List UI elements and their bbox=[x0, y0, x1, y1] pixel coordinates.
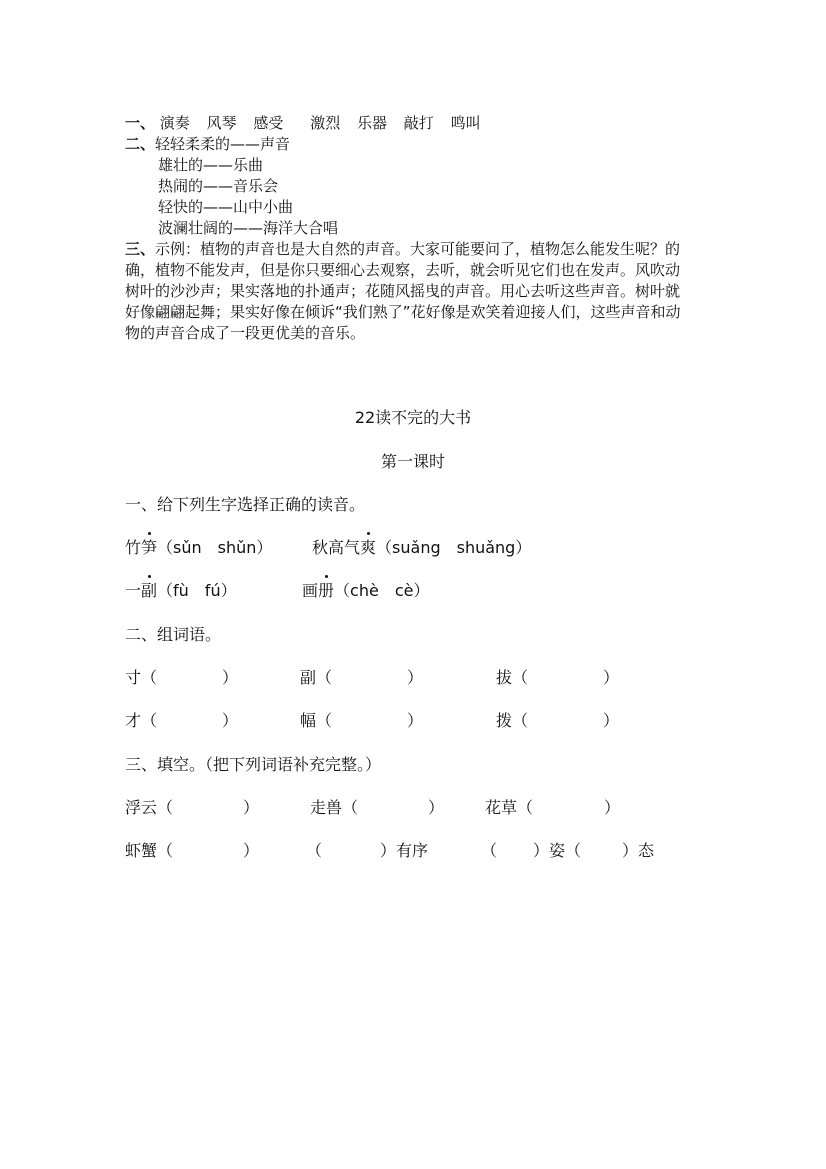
blank-open: 拔（ bbox=[496, 668, 529, 687]
blank-close: ） bbox=[603, 711, 620, 730]
answer-word: 演奏 bbox=[159, 114, 190, 132]
answer-line: 轻快的——山中小曲 bbox=[158, 198, 294, 216]
answer-line: 波澜壮阔的——海洋大合唱 bbox=[158, 219, 339, 237]
answer-three bbox=[125, 239, 685, 344]
blank-open: 虾蟹（ bbox=[125, 841, 174, 860]
answer-word: 鸣叫 bbox=[450, 114, 481, 132]
pinyin-item bbox=[312, 535, 531, 558]
answer-word: 感受 bbox=[253, 114, 284, 132]
dotted-character: 册 bbox=[318, 578, 334, 601]
blank-open: 浮云（ bbox=[125, 798, 174, 817]
answer-word: 乐器 bbox=[356, 114, 387, 132]
dotted-character: 副 bbox=[141, 578, 157, 601]
pinyin-options: （chè cè） bbox=[334, 581, 430, 600]
pinyin-item-prefix: 画 bbox=[302, 581, 319, 600]
blank-open: 拨（ bbox=[496, 711, 529, 730]
blank-open: （ bbox=[481, 841, 498, 860]
blank-close: ） bbox=[222, 668, 239, 687]
blank-open: 幅（ bbox=[300, 711, 333, 730]
answer-three-text: 示例：植物的声音也是大自然的声音。大家可能要问了，植物怎么能发生呢？的确，植物不能发声，但是你只要细心去观察，去听，就会听见它们也在发声。风吹动树叶的沙沙声；果实落地的扑通声；花随风摇曳的声音。用心去听这些声音。树叶就好像翩翩起舞；果实好像在倾诉“我们熟了”花好像是欢笑着迎接人们，这些声音和动物的声音合成了一段更优美的音乐。 bbox=[125, 240, 681, 342]
blank-mid: ）姿（ bbox=[533, 841, 582, 860]
blank-close: ） bbox=[407, 668, 424, 687]
dotted-character: 笋 bbox=[141, 535, 157, 558]
answer-two-number: 二、 bbox=[125, 135, 156, 153]
dotted-character: 爽 bbox=[360, 535, 376, 558]
blank-close: ） bbox=[243, 798, 260, 817]
pinyin-item-prefix: 一 bbox=[125, 581, 142, 600]
question-one-prompt: 一、给下列生字选择正确的读音。 bbox=[125, 495, 366, 514]
blank-close: ） bbox=[243, 841, 260, 860]
blank-open: 花草（ bbox=[485, 798, 534, 817]
pinyin-item bbox=[302, 578, 429, 601]
question-two-prompt: 二、组词语。 bbox=[125, 625, 222, 644]
blank-open: 走兽（ bbox=[310, 798, 359, 817]
blank-close: ） bbox=[222, 711, 239, 730]
pinyin-options: （fù fú） bbox=[157, 581, 237, 600]
blank-open: 寸（ bbox=[125, 668, 158, 687]
pinyin-item-prefix: 竹 bbox=[125, 538, 142, 557]
answer-line: 雄壮的——乐曲 bbox=[158, 156, 264, 174]
blank-open: 副（ bbox=[300, 668, 333, 687]
lesson-subtitle: 第一课时 bbox=[380, 452, 445, 471]
answer-line: 热闹的——音乐会 bbox=[158, 177, 279, 195]
blank-close: ）态 bbox=[622, 841, 655, 860]
answer-word: 激烈 bbox=[310, 114, 341, 132]
blank-open: （ bbox=[306, 841, 323, 860]
answer-three-number: 三、 bbox=[125, 240, 156, 258]
blank-close: ） bbox=[604, 798, 621, 817]
blank-close: ） bbox=[407, 711, 424, 730]
answer-word: 风琴 bbox=[206, 114, 237, 132]
pinyin-item-prefix: 秋高气 bbox=[312, 538, 361, 557]
answer-line: 轻轻柔柔的——声音 bbox=[155, 135, 291, 153]
blank-open: 才（ bbox=[125, 711, 158, 730]
question-three-prompt: 三、填空。（把下列词语补充完整。） bbox=[125, 755, 382, 774]
lesson-title: 22读不完的大书 bbox=[354, 408, 472, 427]
pinyin-options: （suǎng shuǎng） bbox=[376, 538, 532, 557]
pinyin-options: （sǔn shǔn） bbox=[157, 538, 273, 557]
answer-one-number: 一、 bbox=[125, 114, 156, 132]
pinyin-item bbox=[125, 535, 272, 558]
blank-close: ）有序 bbox=[380, 841, 429, 860]
blank-close: ） bbox=[428, 798, 445, 817]
pinyin-item bbox=[125, 578, 237, 601]
answer-word: 敲打 bbox=[403, 114, 434, 132]
answer-two bbox=[125, 134, 290, 155]
answer-one bbox=[125, 113, 481, 134]
blank-close: ） bbox=[603, 668, 620, 687]
